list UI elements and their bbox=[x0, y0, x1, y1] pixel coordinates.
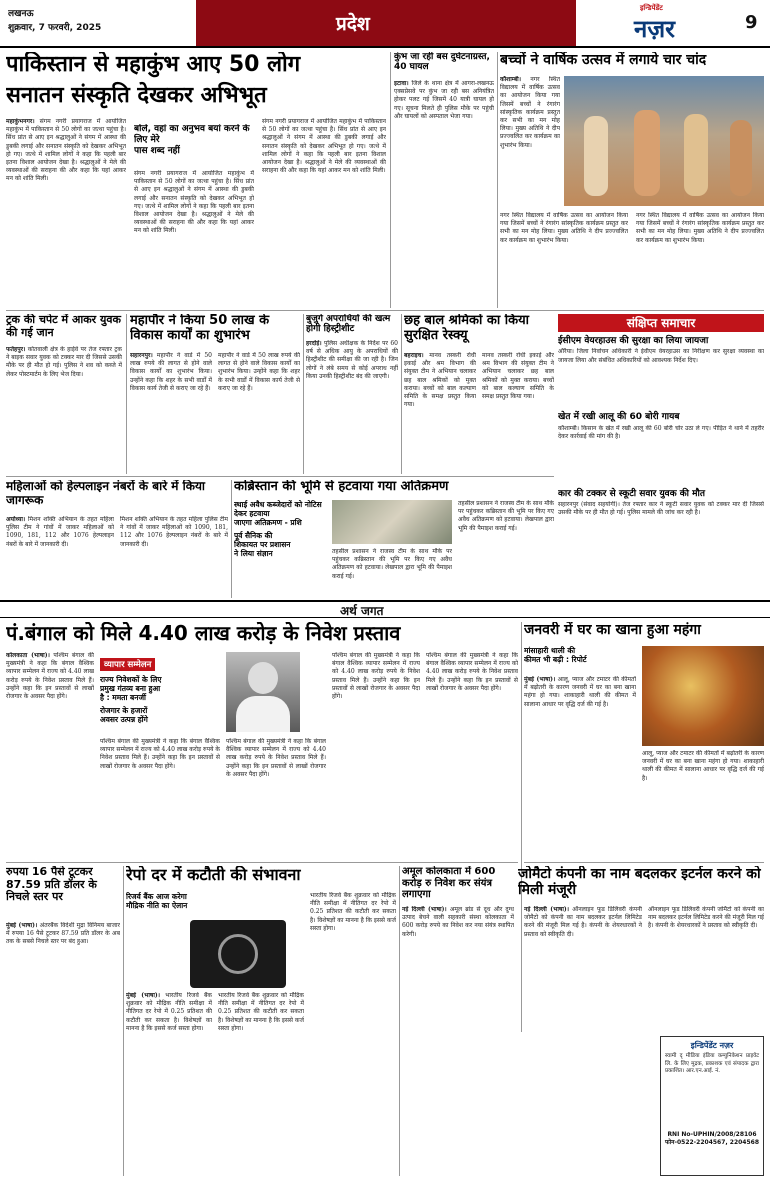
repo-story bbox=[126, 866, 396, 1176]
lead-quote-1: बोले, वहां का अनुभव बयां करने के लिए मेरे bbox=[134, 124, 250, 145]
section-title: प्रदेश bbox=[336, 13, 370, 35]
kabristan-body bbox=[332, 548, 452, 596]
bus-dateline: इटावा। bbox=[394, 80, 409, 87]
children-body-col3 bbox=[636, 212, 764, 306]
repo-body bbox=[126, 992, 212, 1174]
rescue-body-cont: मानव तस्करी रोधी इकाई और श्रम विभाग की संयुक्त टीम ने अभियान चलाकर छह बाल श्रमिकों को मुक्त कराया। बच्चों को बाल कल्याण समिति के समक्ष प्रस्तुत किया गया। bbox=[482, 352, 554, 401]
helpline-story bbox=[6, 480, 228, 598]
brief-b3: सहारनपुर (संवाद सहयोगी)। तेज रफ्तार कार ने स्कूटी सवार युवक को टक्कर मार दी जिससे उसकी मौके पर ही मौत हो गई। पुलिस मामले की जांच कर रही है। bbox=[558, 501, 764, 517]
mahapaur-body-cont: महापौर ने वार्ड में 50 लाख रुपये की लागत से होने वाले विकास कार्यों का शुभारंभ किया। उन्होंने कहा कि शहर के सभी वार्डों में विकास कार्य तेजी से कराए जा रहे हैं। bbox=[218, 352, 300, 392]
wb-body-cont: पश्चिम बंगाल की मुख्यमंत्री ने कहा कि बंगाल वैश्विक व्यापार सम्मेलन में राज्य को 4.40 लाख करोड़ रुपये के निवेश प्रस्ताव मिले हैं। उन्होंने कहा कि इन प्रस्तावों से लाखों रोजगार के अवसर पैदा होंगे। bbox=[100, 738, 220, 770]
mahapaur-body-text: महापौर ने वार्ड में 50 लाख रुपये की लागत से होने वाले विकास कार्यों का शुभारंभ किया। उन्होंने कहा कि शहर के सभी वार्डों में विकास कार्य तेजी से कराए जा रहे हैं। bbox=[130, 352, 212, 392]
masthead-city: लखनऊ bbox=[8, 9, 34, 19]
lead-quote-box bbox=[134, 124, 254, 164]
repo-body-col3 bbox=[310, 892, 396, 1174]
wb-headline: पं.बंगाल को मिले 4.40 लाख करोड़ के निवेश प्रस्ताव bbox=[6, 622, 401, 645]
lead-dateline: महाकुंभनगर। bbox=[6, 118, 35, 125]
mahapaur-dateline: सहारनपुर। bbox=[130, 352, 153, 359]
lead-quote-2: पास शब्द नहीं bbox=[134, 146, 180, 156]
wb-body-col1 bbox=[6, 652, 94, 858]
helpline-dateline: अयोध्या। bbox=[6, 516, 26, 523]
wb-body-text: पश्चिम बंगाल की मुख्यमंत्री ने कहा कि बंगाल वैश्विक व्यापार सम्मेलन में राज्य को 4.40 लाख करोड़ रुपये के निवेश प्रस्ताव मिले हैं। उन्होंने कहा कि इन प्रस्तावों से लाखों रोजगार के अवसर पैदा होंगे। bbox=[6, 652, 94, 701]
children-body-col2 bbox=[500, 212, 628, 306]
kabristan-box-1: स्थाई अवैध कब्जेदारों को नोटिस देकर हटवाया bbox=[234, 500, 322, 518]
lead-headline-1: पाकिस्तान से महाकुंभ आए 50 लोग bbox=[6, 52, 301, 77]
food-photo bbox=[642, 646, 764, 746]
repo-body-col2 bbox=[218, 992, 304, 1174]
helpline-body-text: मिशन शक्ति अभियान के तहत महिला पुलिस टीम ने गांवों में जाकर महिलाओं को 1090, 181, 112 और 1076 हेल्पलाइन नंबरों के बारे में जानकारी दी। bbox=[6, 516, 114, 548]
brief-news bbox=[558, 314, 764, 594]
economy-section-bar bbox=[0, 600, 770, 618]
mahapaur-story bbox=[130, 314, 300, 474]
food-story bbox=[524, 622, 764, 860]
wb-body-cont4: पश्चिम बंगाल की मुख्यमंत्री ने कहा कि बंगाल वैश्विक व्यापार सम्मेलन में राज्य को 4.40 लाख करोड़ रुपये के निवेश प्रस्ताव मिले हैं। उन्होंने कहा कि इन प्रस्तावों से लाखों रोजगार के अवसर पैदा होंगे। bbox=[426, 652, 518, 692]
paper-logo-small: इन्डिपेंडेंट bbox=[640, 4, 663, 12]
kabristan-box-2c: ने लिया संज्ञान bbox=[234, 549, 273, 558]
truck-body-text: कोतवाली क्षेत्र के हाईवे पर तेज रफ्तार ट्रक ने बाइक सवार युवक को टक्कर मार दी जिससे उसकी मौके पर ही मौत हो गई। पुलिस ने शव को कब्जे में लेकर पोस्टमार्टम के लिए भेज दिया। bbox=[6, 346, 122, 378]
helpline-headline: महिलाओं को हेल्पलाइन नंबरों के बारे में किया जागरूक bbox=[6, 480, 206, 507]
children-body-cont2: नगर स्थित विद्यालय में वार्षिक उत्सव का आयोजन किया गया जिसमें बच्चों ने रंगारंग सांस्कृतिक कार्यक्रम प्रस्तुत कर सभी का मन मोह लिया। मुख्य अतिथि ने दीप प्रज्ज्वलित कर कार्यक्रम का शुभारंभ किया। bbox=[636, 212, 764, 244]
rescue-dateline: बहराइच। bbox=[404, 352, 424, 359]
rescue-body-text: मानव तस्करी रोधी इकाई और श्रम विभाग की संयुक्त टीम ने अभियान चलाकर छह बाल श्रमिकों को मुक्त कराया। बच्चों को बाल कल्याण समिति के समक्ष प्रस्तुत किया गया। bbox=[404, 352, 476, 409]
history-body-text: पुलिस अधीक्षक के निर्देश पर 60 वर्ष से अधिक आयु के अपराधियों की हिस्ट्रीशीट की समीक्षा की जा रही है। जिन लोगों ने लंबे समय से कोई अपराध नहीं किया उनकी हिस्ट्रीशीट बंद की जाएगी। bbox=[306, 340, 398, 380]
helpline-body-cont: मिशन शक्ति अभियान के तहत महिला पुलिस टीम ने गांवों में जाकर महिलाओं को 1090, 181, 112 और 1076 हेल्पलाइन नंबरों के बारे में जानकारी दी। bbox=[120, 516, 228, 548]
children-headline: बच्चों ने वार्षिक उत्सव में लगाये चार चांद bbox=[500, 52, 707, 68]
brief-h1: ईसीएम वेयरहाउस की सुरक्षा का लिया जायजा bbox=[558, 336, 709, 346]
jomato-headline: जोमैटो कंपनी का नाम बदलकर इटर्नल करने को मिली मंजूरी bbox=[518, 866, 761, 899]
rbi-emblem-icon bbox=[218, 934, 258, 974]
imprint-title: इन्डिपेंडेंट नज़र bbox=[690, 1041, 734, 1050]
amul-story bbox=[402, 866, 514, 1176]
kabristan-body-cont: तहसील प्रशासन ने राजस्व टीम के साथ मौके पर पहुंचकर कब्रिस्तान की भूमि पर किए गए अवैध अतिक्रमण को हटवाया। लेखपाल द्वारा भूमि की पैमाइश कराई गई। bbox=[458, 500, 554, 532]
children-body-text: नगर स्थित विद्यालय में वार्षिक उत्सव का आयोजन किया गया जिसमें बच्चों ने रंगारंग सांस्कृतिक कार्यक्रम प्रस्तुत कर सभी का मन मोह लिया। मुख्य अतिथि ने दीप प्रज्ज्वलित कर कार्यक्रम का शुभारंभ किया। bbox=[500, 76, 560, 149]
wb-body-cont3: पश्चिम बंगाल की मुख्यमंत्री ने कहा कि बंगाल वैश्विक व्यापार सम्मेलन में राज्य को 4.40 लाख करोड़ रुपये के निवेश प्रस्ताव मिले हैं। उन्होंने कहा कि इन प्रस्तावों से लाखों रोजगार के अवसर पैदा होंगे। bbox=[332, 652, 420, 701]
repo-body-cont2: भारतीय रिजर्व बैंक शुक्रवार को मौद्रिक नीति समीक्षा में नीतिगत दर रेपो में 0.25 प्रतिशत की कटौती कर सकता है। विशेषज्ञों का मानना है कि इससे कर्ज सस्ता होगा। bbox=[310, 892, 396, 932]
history-headline: बुजुर्ग अपराधियों की खत्म होगी हिस्ट्रीशीट bbox=[306, 314, 391, 335]
jomato-body bbox=[524, 906, 642, 1174]
amul-headline: अमूल कोलकाता में 600 करोड़ रु निवेश कर संयंत्र लगाएगा bbox=[402, 866, 496, 900]
brief-title-bar bbox=[558, 314, 764, 332]
paper-logo bbox=[612, 2, 732, 42]
lead-body-cont: संगम नगरी प्रयागराज में आयोजित महाकुंभ में पाकिस्तान से 50 लोगों का जत्था पहुंचा है। सिंध प्रांत से आए इन श्रद्धालुओं ने संगम में आस्था की डुबकी लगाई और सनातन संस्कृति को देखकर अभिभूत हो गए। जत्थे में शामिल लोगों ने कहा कि पहली बार इतना विशाल आयोजन देखा है। श्रद्धालुओं ने मेले की व्यवस्थाओं की सराहना की और कहा कि यहां आकर मन को शांति मिली। bbox=[134, 170, 254, 235]
repo-box: रिजर्व बैंक आज करेगा bbox=[126, 892, 187, 901]
kabristan-body-text: तहसील प्रशासन ने राजस्व टीम के साथ मौके पर पहुंचकर कब्रिस्तान की भूमि पर किए गए अवैध अतिक्रमण को हटवाया। लेखपाल द्वारा भूमि की पैमाइश कराई गई। bbox=[332, 548, 452, 580]
rupee-headline: रुपया 16 पैसे टूटकर 87.59 प्रति डॉलर के निचले स्तर पर bbox=[6, 866, 97, 904]
food-dateline: मुंबई (भाषा)। bbox=[524, 676, 556, 683]
wb-body-col5 bbox=[426, 652, 518, 858]
children-dateline: कौशाम्बी। bbox=[500, 76, 522, 83]
history-body bbox=[306, 340, 398, 472]
mahapaur-body bbox=[130, 352, 212, 472]
repo-callout bbox=[126, 892, 256, 916]
food-body-cont: आलू, प्याज और टमाटर की कीमतों में बढ़ोतरी के कारण जनवरी में घर का बना खाना महंगा हो गया। शाकाहारी थाली की कीमत में सालाना आधार पर वृद्धि दर्ज की गई है। bbox=[642, 750, 764, 782]
lead-body-col1 bbox=[6, 118, 126, 306]
helpline-body bbox=[6, 516, 114, 596]
food-box-b: कीमत भी बढ़ी : रिपोर्ट bbox=[524, 655, 587, 664]
lead-story bbox=[6, 52, 388, 308]
mahapaur-body-col2 bbox=[218, 352, 300, 472]
rupee-body bbox=[6, 922, 120, 1174]
wb-box-2b: अवसर उत्पन्न होंगे bbox=[100, 715, 148, 724]
masthead-date: शुक्रवार, 7 फरवरी, 2025 bbox=[8, 23, 102, 33]
brief-b2: कौशाम्बी। किसान के खेत में रखी आलू की 60 बोरी चोर उठा ले गए। पीड़ित ने थाने में तहरीर देकर कार्रवाई की मांग की है। bbox=[558, 424, 764, 440]
repo-body-cont: भारतीय रिजर्व बैंक शुक्रवार को मौद्रिक नीति समीक्षा में नीतिगत दर रेपो में 0.25 प्रतिशत की कटौती कर सकता है। विशेषज्ञों का मानना है कि इससे कर्ज सस्ता होगा। bbox=[218, 992, 304, 1032]
kabristan-box-2: पूर्व सैनिक की bbox=[234, 531, 273, 540]
repo-body-text: भारतीय रिजर्व बैंक शुक्रवार को मौद्रिक नीति समीक्षा में नीतिगत दर रेपो में 0.25 प्रतिशत की कटौती कर सकता है। विशेषज्ञों का मानना है कि इससे कर्ज सस्ता होगा। bbox=[126, 992, 212, 1032]
lead-body-cont2: संगम नगरी प्रयागराज में आयोजित महाकुंभ में पाकिस्तान से 50 लोगों का जत्था पहुंचा है। सिंध प्रांत से आए इन श्रद्धालुओं ने संगम में आस्था की डुबकी लगाई और सनातन संस्कृति को देखकर अभिभूत हो गए। जत्थे में शामिल लोगों ने कहा कि पहली बार इतना विशाल आयोजन देखा है। श्रद्धालुओं ने मेले की व्यवस्थाओं की सराहना की और कहा कि यहां आकर मन को शांति मिली। bbox=[262, 118, 386, 175]
lead-headline-2: सनातन संस्कृति देखकर अभिभूत bbox=[6, 83, 267, 109]
jomato-dateline: नई दिल्ली (भाषा)। bbox=[524, 906, 570, 913]
bus-story bbox=[394, 52, 494, 308]
kabristan-headline: कब्रिस्तान की भूमि से हटवाया गया अतिक्रमण bbox=[234, 480, 449, 494]
repo-headline: रेपो दर में कटौती की संभावना bbox=[126, 866, 301, 884]
imprint-body: स्वामी दृ मीडिया इंडिया कम्युनिकेशन प्राइवेट लि. के लिए मुद्रक, प्रकाशक एवं संपादक द्वारा प्रकाशित। आर.एन.आई. नं. bbox=[665, 1053, 759, 1074]
history-story bbox=[306, 314, 398, 474]
brief-b1: औरैया। जिला निर्वाचन अधिकारी ने ईवीएम वेयरहाउस का निरीक्षण कर सुरक्षा व्यवस्था का जायजा लिया और संबंधित अधिकारियों को आवश्यक निर्देश दिए। bbox=[558, 348, 764, 364]
wb-body-col4 bbox=[332, 652, 420, 858]
brief-title: संक्षिप्त समाचार bbox=[626, 316, 696, 330]
food-body-col2 bbox=[642, 750, 764, 858]
wb-body-col3 bbox=[226, 738, 326, 858]
imprint-phone: फोन-0522-2204567, 2204568 bbox=[664, 1139, 759, 1146]
wb-box-2: रोजगार के हजारों bbox=[100, 706, 148, 715]
truck-story bbox=[6, 314, 122, 474]
kabristan-body-col2 bbox=[458, 500, 554, 596]
helpline-body-col2 bbox=[120, 516, 228, 596]
truck-headline: ट्रक की चपेट में आकर युवक की गई जान bbox=[6, 314, 121, 339]
children-story bbox=[500, 52, 764, 308]
food-body-text: आलू, प्याज और टमाटर की कीमतों में बढ़ोतरी के कारण जनवरी में घर का बना खाना महंगा हो गया। शाकाहारी थाली की कीमत में सालाना आधार पर वृद्धि दर्ज की गई है। bbox=[524, 676, 636, 708]
truck-body bbox=[6, 346, 122, 472]
wb-body-col2 bbox=[100, 738, 220, 858]
history-dateline: हरदोई। bbox=[306, 340, 322, 347]
repo-dateline: मुंबई (भाषा)। bbox=[126, 992, 161, 999]
kabristan-box-2b: शिकायत पर प्रशासन bbox=[234, 540, 291, 549]
food-headline: जनवरी में घर का खाना हुआ महंगा bbox=[524, 622, 701, 638]
rescue-headline: छह बाल श्रमिकों का किया सुरक्षित रेस्क्यू bbox=[404, 314, 530, 343]
children-photo bbox=[564, 76, 764, 206]
bus-body bbox=[394, 80, 494, 306]
rescue-body bbox=[404, 352, 476, 472]
jomato-body-cont: ऑनलाइन फूड डिलिवरी कंपनी जोमैटो को कंपनी का नाम बदलकर इटर्नल लिमिटेड करने की मंजूरी मिल गई है। कंपनी के शेयरधारकों ने प्रस्ताव को स्वीकृति दी। bbox=[648, 906, 764, 930]
brief-h3: कार की टक्कर से स्कूटी सवार युवक की मौत bbox=[558, 488, 705, 499]
wb-box-1: राज्य निवेशकों के लिए bbox=[100, 675, 162, 684]
brief-h2: खेत में रखी आलू की 60 बोरी गायब bbox=[558, 412, 680, 423]
section-banner bbox=[196, 0, 576, 46]
kabristan-box-1b: जाएगा अतिक्रमण - प्रशि bbox=[234, 518, 302, 527]
food-callout bbox=[524, 646, 636, 672]
paper-logo-big: नज़र bbox=[634, 15, 675, 42]
masthead bbox=[0, 0, 770, 46]
bus-headline: कुंभ जा रही बस दुर्घटनाग्रस्त, 40 घायल bbox=[394, 52, 490, 73]
rupee-body-text: अंतरबैंक विदेशी मुद्रा विनिमय बाजार में रुपया 16 पैसे टूटकर 87.59 प्रति डॉलर के अब तक के सबसे निचले स्तर पर बंद हुआ। bbox=[6, 922, 120, 946]
wb-dateline: कोलकाता (भाषा)। bbox=[6, 652, 50, 659]
wb-box-1b: प्रमुख गंतव्य बना हुआ bbox=[100, 684, 161, 693]
truck-dateline: फतेहपुर। bbox=[6, 346, 26, 353]
amul-body bbox=[402, 906, 514, 1174]
rescue-story bbox=[404, 314, 554, 474]
lead-body-col3 bbox=[262, 118, 386, 306]
kabristan-story bbox=[234, 480, 554, 598]
lead-body: संगम नगरी प्रयागराज में आयोजित महाकुंभ में पाकिस्तान से 50 लोगों का जत्था पहुंचा है। सिंध प्रांत से आए इन श्रद्धालुओं ने संगम में आस्था की डुबकी लगाई और सनातन संस्कृति को देखकर अभिभूत हो गए। जत्थे में शामिल लोगों ने कहा कि पहली बार इतना विशाल आयोजन देखा है। श्रद्धालुओं ने मेले की व्यवस्थाओं की सराहना की और कहा कि यहां आकर मन को शांति मिली। bbox=[6, 118, 126, 183]
food-box: मांसाहारी थाली की bbox=[524, 646, 576, 655]
food-body bbox=[524, 676, 636, 858]
kabristan-photo bbox=[332, 500, 452, 544]
jomato-body-text: ऑनलाइन फूड डिलिवरी कंपनी जोमैटो को कंपनी का नाम बदलकर इटर्नल लिमिटेड करने की मंजूरी मिल गई है। कंपनी के शेयरधारकों ने प्रस्ताव को स्वीकृति दी। bbox=[524, 906, 642, 938]
wb-box-title: व्यापार सम्मेलन bbox=[100, 658, 155, 671]
mahapaur-headline: महापौर ने किया 50 लाख के विकास कार्यों का शुभारंभ bbox=[130, 314, 270, 343]
children-body bbox=[500, 76, 560, 206]
rbi-logo-photo bbox=[190, 920, 286, 988]
lead-body-col2 bbox=[134, 170, 254, 306]
wb-body-cont2: पश्चिम बंगाल की मुख्यमंत्री ने कहा कि बंगाल वैश्विक व्यापार सम्मेलन में राज्य को 4.40 लाख करोड़ रुपये के निवेश प्रस्ताव मिले हैं। उन्होंने कहा कि इन प्रस्तावों से लाखों रोजगार के अवसर पैदा होंगे। bbox=[226, 738, 326, 778]
wb-callout bbox=[100, 652, 220, 732]
wb-photo bbox=[226, 652, 300, 732]
repo-box-b: मौद्रिक नीति का ऐलान bbox=[126, 901, 188, 910]
wb-box-1c: है : ममता बनर्जी bbox=[100, 693, 146, 702]
amul-body-text: अमूल ब्रांड से दूध और दुग्ध उत्पाद बेचने वाली सहकारी संस्था कोलकाता में 600 करोड़ रुपये का निवेश कर नया संयंत्र स्थापित करेगी। bbox=[402, 906, 514, 938]
rupee-story bbox=[6, 866, 120, 1176]
kabristan-callout bbox=[234, 500, 328, 596]
bus-body-text: जिले के थाना क्षेत्र में आगरा-लखनऊ एक्सप्रेसवे पर कुंभ जा रही बस अनियंत्रित होकर पलट गई जिसमें 40 यात्री घायल हो गए। सूचना मिलते ही पुलिस मौके पर पहुंची और घायलों को अस्पताल भेजा गया। bbox=[394, 80, 494, 120]
children-body-cont: नगर स्थित विद्यालय में वार्षिक उत्सव का आयोजन किया गया जिसमें बच्चों ने रंगारंग सांस्कृतिक कार्यक्रम प्रस्तुत कर सभी का मन मोह लिया। मुख्य अतिथि ने दीप प्रज्ज्वलित कर कार्यक्रम का शुभारंभ किया। bbox=[500, 212, 628, 244]
page-number: 9 bbox=[745, 12, 758, 33]
amul-dateline: नई दिल्ली (भाषा)। bbox=[402, 906, 447, 913]
rescue-body-col2 bbox=[482, 352, 554, 472]
wb-story bbox=[6, 622, 518, 860]
economy-section-title: अर्थ जगत bbox=[330, 602, 394, 618]
imprint-rni: RNI No-UPHIN/2008/28106 bbox=[667, 1131, 757, 1138]
rupee-dateline: मुंबई (भाषा)। bbox=[6, 922, 38, 929]
imprint-box bbox=[660, 1036, 764, 1176]
